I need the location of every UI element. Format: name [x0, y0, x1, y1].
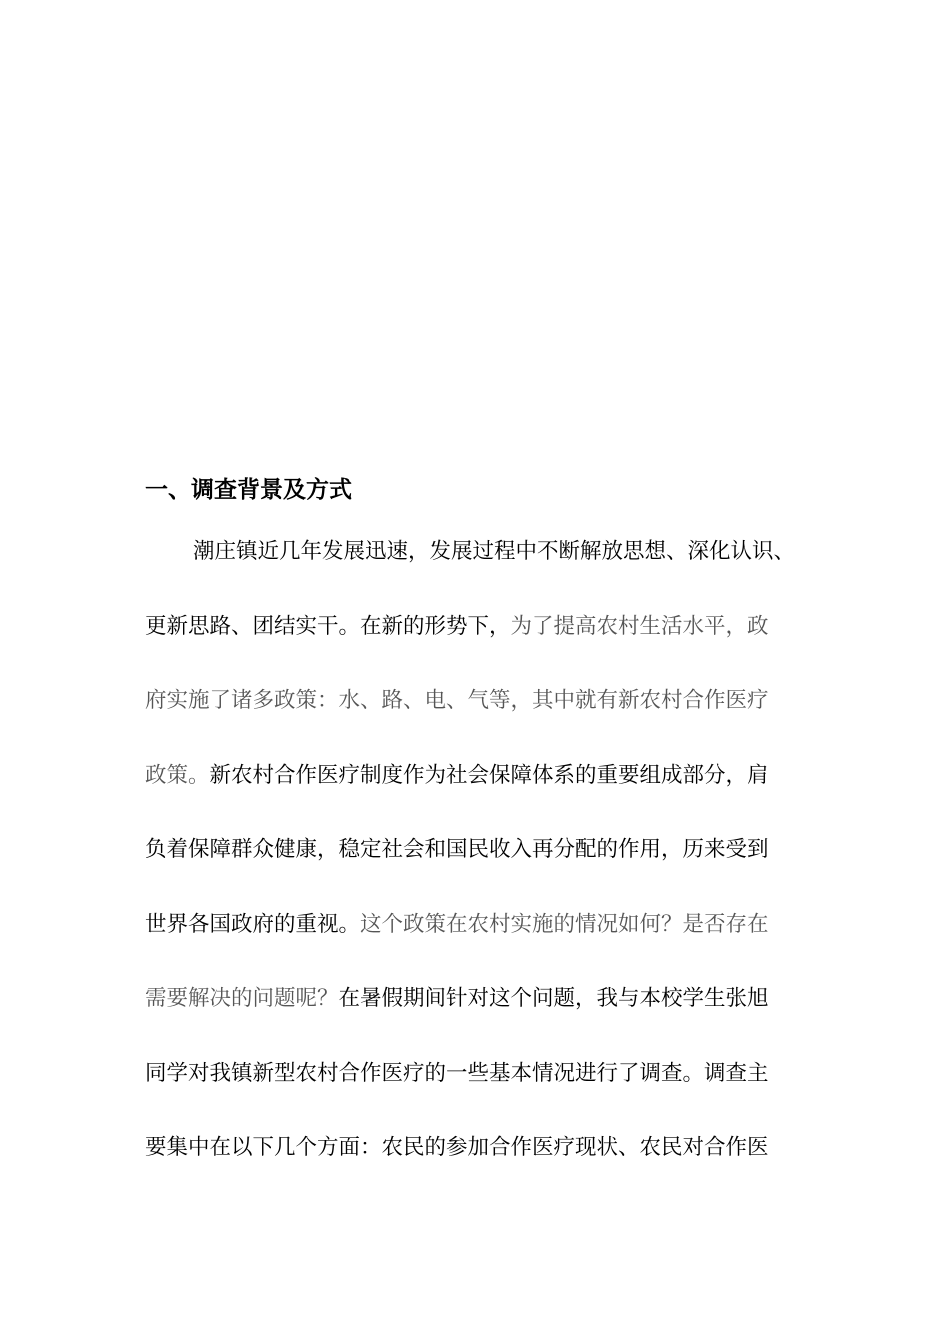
text-segment-gray: 这个政策在农村实施的情况如何？是否存在: [360, 911, 769, 937]
body-paragraph: [145, 534, 825, 1205]
paragraph-line-1: [145, 534, 825, 609]
text-segment: 在暑假期间针对这个问题，我与本校学生张旭: [338, 986, 769, 1011]
text-segment: 新农村合作医疗制度作为社会保障体系的重要组成部分，肩: [209, 762, 769, 788]
paragraph-line-8: [145, 1056, 825, 1131]
paragraph-line-2: [145, 609, 825, 684]
paragraph-line-3: [145, 683, 825, 758]
paragraph-line-9: [145, 1130, 825, 1205]
text-segment-gray: 政策。: [145, 762, 210, 788]
text-segment: 更新思路、团结实干。在新的形势下，: [145, 613, 511, 639]
paragraph-line-7: [145, 981, 825, 1056]
text-segment-gray: 府实施了诸多政策：水、路、电、气等，其中就有新农村合作医疗: [145, 688, 769, 713]
text-segment: 负着保障群众健康，稳定社会和国民收入再分配的作用，历来受到: [145, 837, 769, 862]
paragraph-line-5: [145, 832, 825, 907]
paragraph-line-4: [145, 758, 825, 833]
text-segment: 要集中在以下几个方面：农民的参加合作医疗现状、农民对合作医: [145, 1135, 769, 1160]
text-segment-gray: 为了提高农村生活水平，政: [510, 613, 769, 639]
section-heading: 一、调查背景及方式: [145, 476, 352, 503]
paragraph-line-6: [145, 907, 825, 982]
text-segment: 同学对我镇新型农村合作医疗的一些基本情况进行了调查。调查主: [145, 1060, 769, 1086]
text-segment-gray: 需要解决的问题呢？: [145, 986, 339, 1011]
text-segment: 世界各国政府的重视。: [145, 911, 361, 937]
text-segment: 潮庄镇近几年发展迅速，发展过程中不断解放思想、深化认识、: [193, 539, 796, 564]
